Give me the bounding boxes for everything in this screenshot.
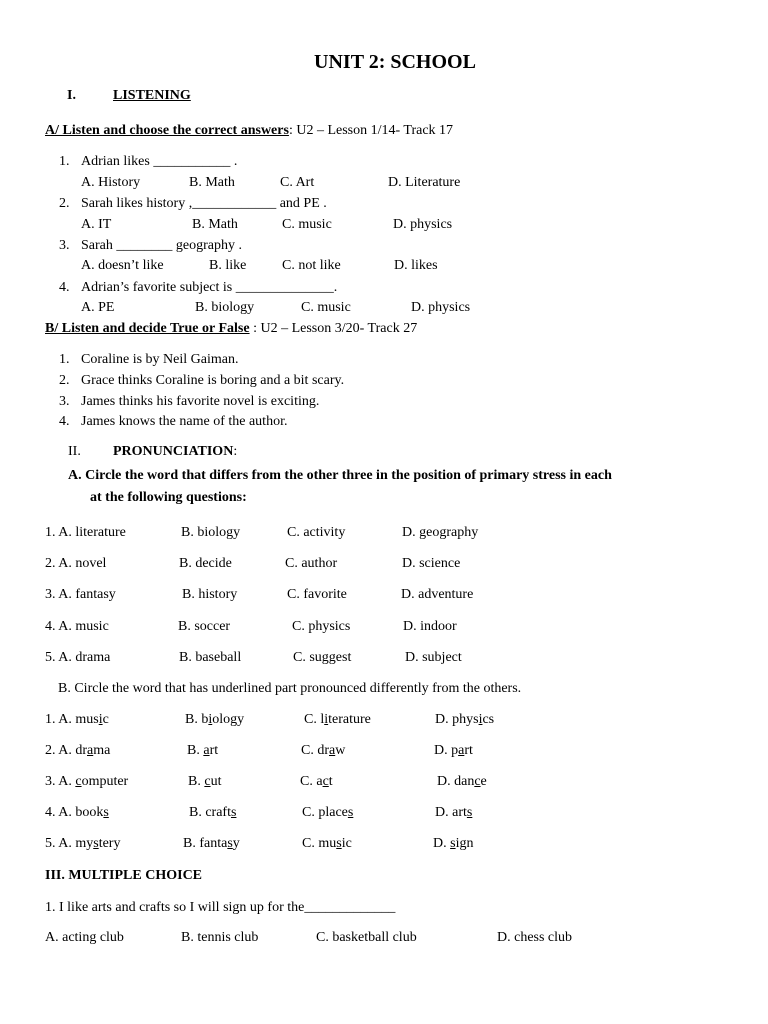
sound-option: 4. A. books — [45, 805, 109, 820]
answer-option: B. like — [209, 258, 247, 273]
sound-option: C. literature — [304, 712, 371, 727]
answer-option: A. doesn’t like — [81, 258, 164, 273]
stress-option: D. adventure — [401, 587, 474, 602]
stress-option: D. science — [402, 556, 461, 571]
answer-option: D. physics — [393, 217, 453, 232]
part-b-heading: B/ Listen and decide True or False — [45, 321, 250, 336]
statement-text: James thinks his favorite novel is exciting. — [81, 394, 320, 409]
mc-option: D. chess club — [497, 930, 573, 945]
statement-text: Coraline is by Neil Gaiman. — [81, 352, 239, 367]
mc-option: C. basketball club — [316, 930, 417, 945]
stress-option: D. geography — [402, 525, 479, 540]
question-number: 1. — [59, 154, 70, 169]
stress-option: C. author — [285, 556, 338, 571]
pronunciation-a-instruction: A. Circle the word that differs from the other three in the position of primary stress in each — [68, 468, 612, 483]
sound-option: B. art — [187, 743, 219, 758]
answer-option: B. Math — [189, 175, 235, 190]
answer-option: C. not like — [282, 258, 341, 273]
sound-option: B. cut — [188, 774, 222, 789]
sound-option: 5. A. mystery — [45, 836, 121, 851]
stress-option: D. indoor — [403, 619, 457, 634]
stress-option: B. soccer — [178, 619, 231, 634]
section-heading-colon: : — [233, 444, 238, 459]
answer-option: D. physics — [411, 300, 471, 315]
question-text: Adrian’s favorite subject is ______________. — [81, 280, 338, 295]
statement-text: Grace thinks Coraline is boring and a bit scary. — [81, 373, 345, 388]
section-number: II. — [68, 444, 81, 459]
statement-number: 3. — [59, 394, 70, 409]
sound-option: D. part — [434, 743, 473, 758]
pronunciation-b-instruction: B. Circle the word that has underlined part pronounced differently from the others. — [58, 681, 522, 696]
part-a-track-ref: : U2 – Lesson 1/14- Track 17 — [288, 123, 454, 138]
section-number: I. — [67, 88, 76, 103]
sound-option: C. act — [300, 774, 333, 789]
stress-option: C. favorite — [287, 587, 347, 602]
mc-option: A. acting club — [45, 930, 124, 945]
stress-option: B. history — [182, 587, 238, 602]
part-a-heading: A/ Listen and choose the correct answers — [45, 123, 289, 138]
answer-option: C. music — [301, 300, 351, 315]
statement-number: 1. — [59, 352, 70, 367]
section-heading: PRONUNCIATION — [113, 444, 234, 459]
sound-option: 2. A. drama — [45, 743, 111, 758]
part-a-heading-line — [45, 123, 453, 140]
question-text: Adrian likes ___________ . — [81, 154, 238, 169]
stress-option: 1. A. literature — [45, 525, 126, 540]
mc-option: B. tennis club — [181, 930, 259, 945]
mc-question-blank: _____________ — [304, 900, 396, 915]
sound-option: B. crafts — [189, 805, 237, 820]
question-number: 3. — [59, 238, 70, 253]
answer-option: D. likes — [394, 258, 438, 273]
sound-option: 1. A. music — [45, 712, 109, 727]
answer-option: B. Math — [192, 217, 238, 232]
mc-question-text: 1. I like arts and crafts so I will sign up for the — [45, 900, 305, 915]
sound-option: D. arts — [435, 805, 473, 820]
sound-option: B. biology — [185, 712, 245, 727]
sound-option: C. music — [302, 836, 352, 851]
question-number: 2. — [59, 196, 70, 211]
pronunciation-a-instruction-cont: at the following questions: — [90, 490, 247, 505]
stress-option: C. physics — [292, 619, 351, 634]
page-title: UNIT 2: SCHOOL — [314, 51, 476, 73]
question-text: Sarah ________ geography . — [81, 238, 242, 253]
stress-option: 3. A. fantasy — [45, 587, 116, 602]
sound-option: D. sign — [433, 836, 474, 851]
stress-option: C. suggest — [293, 650, 352, 665]
stress-option: D. subject — [405, 650, 462, 665]
stress-option: C. activity — [287, 525, 346, 540]
section-heading-line — [113, 444, 237, 461]
sound-option: C. draw — [301, 743, 346, 758]
answer-option: C. Art — [280, 175, 315, 190]
part-b-heading-line — [45, 321, 417, 338]
statement-text: James knows the name of the author. — [81, 414, 288, 429]
sound-option: 3. A. computer — [45, 774, 129, 789]
answer-option: A. History — [81, 175, 141, 190]
sound-option: D. dance — [437, 774, 487, 789]
stress-option: 5. A. drama — [45, 650, 111, 665]
sound-option: C. places — [302, 805, 354, 820]
statement-number: 2. — [59, 373, 70, 388]
statement-number: 4. — [59, 414, 70, 429]
answer-option: A. IT — [81, 217, 112, 232]
section-heading: III. MULTIPLE CHOICE — [45, 868, 203, 883]
answer-option: B. biology — [195, 300, 255, 315]
answer-option: D. Literature — [388, 175, 461, 190]
sound-option: B. fantasy — [183, 836, 240, 851]
stress-option: 2. A. novel — [45, 556, 107, 571]
question-text: Sarah likes history ,____________ and PE . — [81, 196, 327, 211]
stress-option: 4. A. music — [45, 619, 109, 634]
answer-option: A. PE — [81, 300, 115, 315]
stress-option: B. decide — [179, 556, 232, 571]
mc-question — [45, 900, 395, 917]
question-number: 4. — [59, 280, 70, 295]
stress-option: B. biology — [181, 525, 241, 540]
part-b-track-ref: : U2 – Lesson 3/20- Track 27 — [249, 321, 418, 336]
answer-option: C. music — [282, 217, 332, 232]
stress-option: B. baseball — [179, 650, 242, 665]
sound-option: D. physics — [435, 712, 495, 727]
section-heading: LISTENING — [113, 88, 191, 103]
